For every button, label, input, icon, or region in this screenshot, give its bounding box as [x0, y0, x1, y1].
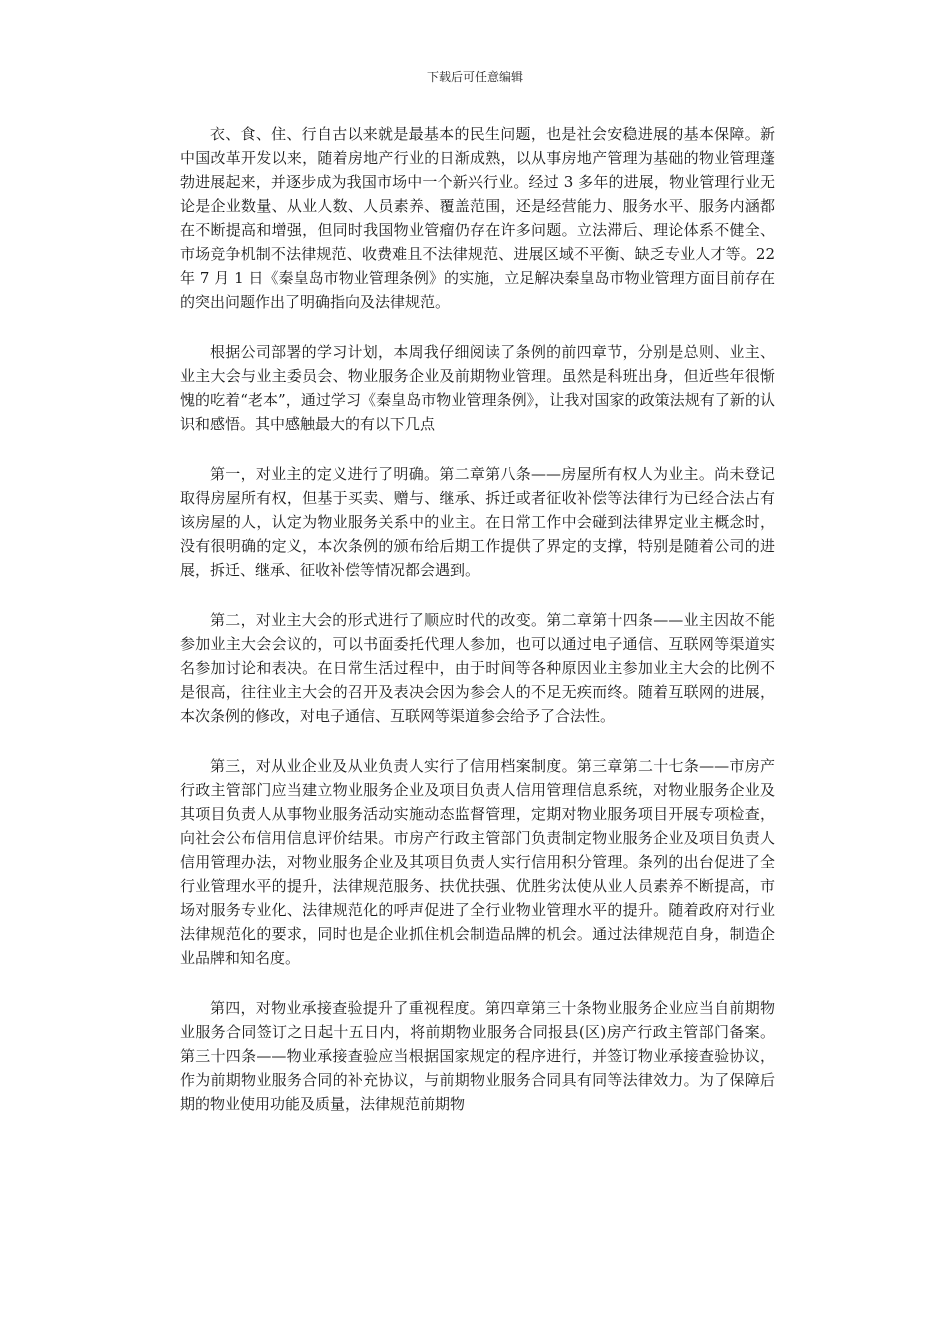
document-body	[180, 122, 775, 1142]
paragraph-study-plan: 根据公司部署的学习计划，本周我仔细阅读了条例的前四章节，分别是总则、业主、业主大会与业主委员会、物业服务企业及前期物业管理。虽然是科班出身，但近些年很惭愧的吃着“老本”，通过学习《秦皇岛市物业管理条例》，让我对国家的政策法规有了新的认识和感悟。其中感触最大的有以下几点	[180, 343, 775, 433]
paragraph-point-one: 第一，对业主的定义进行了明确。第二章第八条——房屋所有权人为业主。尚未登记取得房屋所有权，但基于买卖、赠与、继承、拆迁或者征收补偿等法律行为已经合法占有该房屋的人，认定为物业服务关系中的业主。在日常工作中会碰到法律界定业主概念时，没有很明确的定义，本次条例的颁布给后期工作提供了界定的支撑，特别是随着公司的进展，拆迁、继承、征收补偿等情况都会遇到。	[180, 465, 775, 579]
paragraph-point-four: 第四，对物业承接查验提升了重视程度。第四章第三十条物业服务企业应当自前期物业服务合同签订之日起十五日内，将前期物业服务合同报县(区)房产行政主管部门备案。第三十四条——物业承接查验应当根据国家规定的程序进行，并签订物业承接查验协议，作为前期物业服务合同的补充协议，与前期物业服务合同具有同等法律效力。为了保障后期的物业使用功能及质量，法律规范前期物	[180, 999, 775, 1113]
paragraph-point-two: 第二，对业主大会的形式进行了顺应时代的改变。第二章第十四条——业主因故不能参加业主大会会议的，可以书面委托代理人参加，也可以通过电子通信、互联网等渠道实名参加讨论和表决。在日常生活过程中，由于时间等各种原因业主参加业主大会的比例不是很高，往往业主大会的召开及表决会因为参会人的不足无疾而终。随着互联网的进展，本次条例的修改，对电子通信、互联网等渠道参会给予了合法性。	[180, 611, 775, 725]
page-header: 下载后可任意编辑	[426, 70, 523, 84]
paragraph-point-three: 第三，对从业企业及从业负责人实行了信用档案制度。第三章第二十七条——市房产行政主管部门应当建立物业服务企业及项目负责人信用管理信息系统，对物业服务企业及其项目负责人从事物业服务活动实施动态监督管理，定期对物业服务项目开展专项检查，向社会公布信用信息评价结果。市房产行政主管部门负责制定物业服务企业及项目负责人信用管理办法，对物业服务企业及其项目负责人实行信用积分管理。条列的出台促进了全行业管理水平的提升，法律规范服务、扶优扶强、优胜劣汰使从业人员素养不断提高，市场对服务专业化、法律规范化的呼声促进了全行业物业管理水平的提升。随着政府对行业法律规范化的要求，同时也是企业抓住机会制造品牌的机会。通过法律规范自身，制造企业品牌和知名度。	[180, 757, 775, 967]
paragraph-intro: 衣、食、住、行自古以来就是最基本的民生问题，也是社会安稳进展的基本保障。新中国改革开发以来，随着房地产行业的日渐成熟，以从事房地产管理为基础的物业管理蓬勃进展起来，并逐步成为我国市场中一个新兴行业。经过 3 多年的进展，物业管理行业无论是企业数量、从业人数、人员素养、覆盖范围，还是经营能力、服务水平、服务内涵都在不断提高和增强，但同时我国物业管瘤仍存在许多问题。立法滞后、理论体系不健全、市场竞争机制不法律规范、收费难且不法律规范、进展区域不平衡、缺乏专业人才等。22 年 7 月 1 日《秦皇岛市物业管理条例》的实施，立足解决秦皇岛市物业管理方面目前存在的突出问题作出了明确指向及法律规范。	[180, 125, 775, 311]
